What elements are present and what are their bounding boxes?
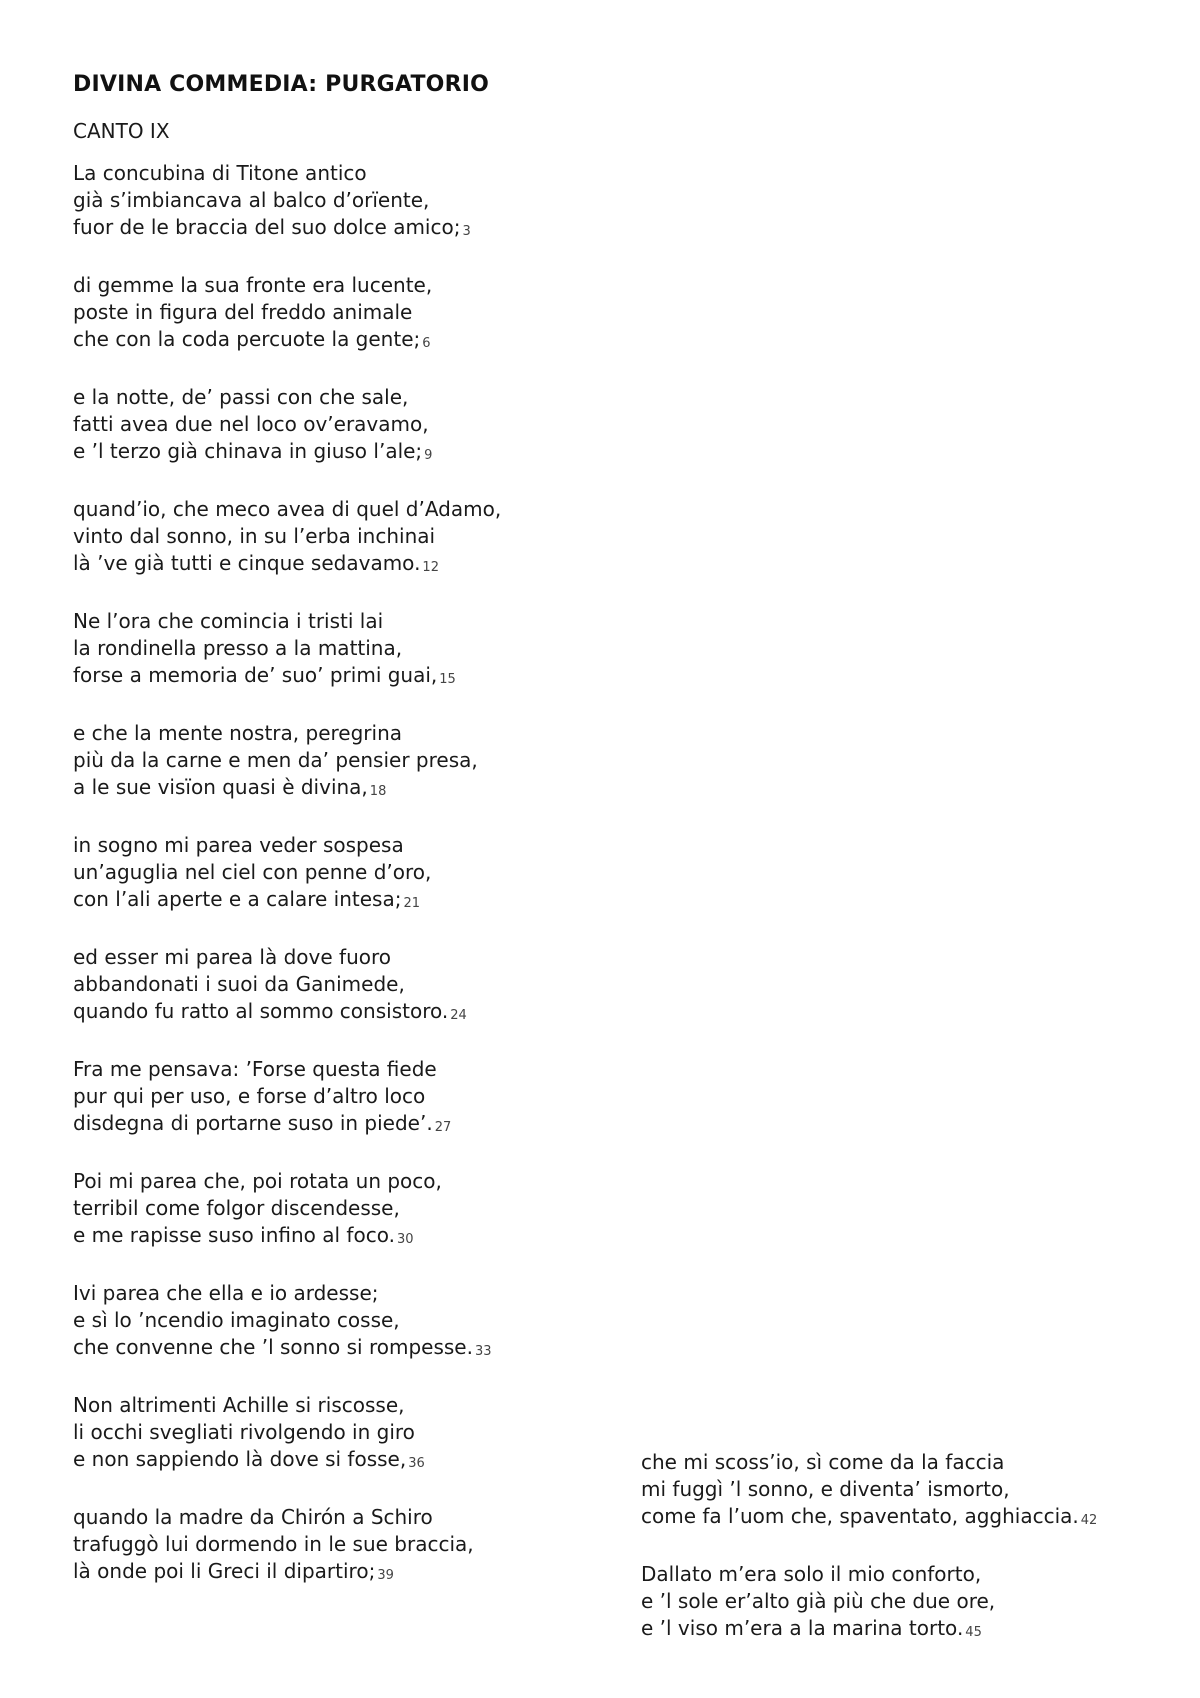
tercet <box>73 384 633 469</box>
verse-line <box>641 1615 1161 1646</box>
verse-line <box>73 496 633 523</box>
verse-line <box>73 886 633 917</box>
verse-text: quando la madre da Chirón a Schiro <box>73 1505 433 1529</box>
verse-line <box>641 1503 1161 1534</box>
document-title: DIVINA COMMEDIA: PURGATORIO <box>73 72 489 97</box>
verse-line <box>73 1168 633 1195</box>
tercet <box>73 944 633 1029</box>
verse-text: fuor de le braccia del suo dolce amico; <box>73 215 461 239</box>
verse-text: e ’l viso m’era a la marina torto. <box>641 1616 964 1640</box>
verse-text: La concubina di Titone antico <box>73 161 367 185</box>
verse-text: e sì lo ’ncendio imaginato cosse, <box>73 1308 400 1332</box>
verse-line <box>73 1195 633 1222</box>
verse-text: di gemme la sua fronte era lucente, <box>73 273 433 297</box>
tercet <box>73 272 633 357</box>
verse-line <box>73 438 633 469</box>
verse-text: mi fuggì ’l sonno, e diventa’ ismorto, <box>641 1477 1010 1501</box>
verse-text: forse a memoria de’ suo’ primi guai, <box>73 663 438 687</box>
verse-line <box>73 662 633 693</box>
verse-line <box>73 1083 633 1110</box>
verse-line <box>641 1476 1161 1503</box>
verse-text: terribil come folgor discendesse, <box>73 1196 400 1220</box>
tercet <box>73 1056 633 1141</box>
verse-line <box>73 411 633 438</box>
verse-line <box>73 299 633 326</box>
verse-line <box>73 550 633 581</box>
tercet <box>73 1504 633 1589</box>
verse-text: vinto dal sonno, in su l’erba inchinai <box>73 524 436 548</box>
verse-line <box>73 971 633 998</box>
line-number: 30 <box>396 1232 414 1247</box>
verse-text: e la notte, de’ passi con che sale, <box>73 385 409 409</box>
line-number: 6 <box>422 336 431 351</box>
verse-line <box>641 1588 1161 1615</box>
verse-line <box>73 326 633 357</box>
verse-line <box>73 1392 633 1419</box>
verse-line <box>73 1280 633 1307</box>
verse-text: quand’io, che meco avea di quel d’Adamo, <box>73 497 502 521</box>
verse-text: e ’l sole er’alto già più che due ore, <box>641 1589 996 1613</box>
verse-text: ed esser mi parea là dove fuoro <box>73 945 392 969</box>
verse-line <box>73 1110 633 1141</box>
verse-line <box>73 720 633 747</box>
tercet <box>73 832 633 917</box>
verse-line <box>73 1334 633 1365</box>
left-column <box>73 160 633 1616</box>
verse-line <box>73 832 633 859</box>
verse-text: li occhi svegliati rivolgendo in giro <box>73 1420 415 1444</box>
verse-text: Fra me pensava: ’Forse questa fiede <box>73 1057 437 1081</box>
tercet <box>73 160 633 245</box>
verse-text: in sogno mi parea veder sospesa <box>73 833 404 857</box>
verse-text: Dallato m’era solo il mio conforto, <box>641 1562 982 1586</box>
line-number: 39 <box>377 1568 394 1583</box>
line-number: 42 <box>1080 1513 1098 1528</box>
verse-line <box>73 1504 633 1531</box>
verse-line <box>73 1419 633 1446</box>
verse-line <box>641 1561 1161 1588</box>
verse-line <box>73 1222 633 1253</box>
tercet <box>73 1280 633 1365</box>
verse-text: abbandonati i suoi da Ganimede, <box>73 972 405 996</box>
verse-text: e ’l terzo già chinava in giuso l’ale; <box>73 439 423 463</box>
verse-line <box>73 635 633 662</box>
verse-text: pur qui per uso, e forse d’altro loco <box>73 1084 426 1108</box>
verse-line <box>73 272 633 299</box>
line-number: 36 <box>408 1456 425 1471</box>
verse-text: con l’ali aperte e a calare intesa; <box>73 887 402 911</box>
tercet <box>73 608 633 693</box>
tercet <box>73 1168 633 1253</box>
verse-text: Non altrimenti Achille si riscosse, <box>73 1393 405 1417</box>
verse-line <box>641 1449 1161 1476</box>
right-column <box>641 1449 1161 1673</box>
canto-heading: CANTO IX <box>73 119 170 143</box>
verse-line <box>73 944 633 971</box>
line-number: 9 <box>424 448 433 463</box>
verse-text: poste in figura del freddo animale <box>73 300 413 324</box>
verse-text: trafuggò lui dormendo in le sue braccia, <box>73 1532 474 1556</box>
verse-text: un’aguglia nel ciel con penne d’oro, <box>73 860 432 884</box>
verse-text: Ne l’ora che comincia i tristi lai <box>73 609 384 633</box>
verse-text: più da la carne e men da’ pensier presa, <box>73 748 478 772</box>
verse-line <box>73 160 633 187</box>
verse-line <box>73 1558 633 1589</box>
line-number: 15 <box>439 672 456 687</box>
line-number: 21 <box>403 896 421 911</box>
tercet <box>641 1449 1161 1534</box>
verse-text: là ’ve già tutti e cinque sedavamo. <box>73 551 421 575</box>
verse-text: a le sue visïon quasi è divina, <box>73 775 368 799</box>
tercet <box>73 720 633 805</box>
verse-text: Ivi parea che ella e io ardesse; <box>73 1281 379 1305</box>
line-number: 45 <box>965 1625 982 1640</box>
line-number: 3 <box>462 224 471 239</box>
verse-line <box>73 214 633 245</box>
verse-text: come fa l’uom che, spaventato, agghiaccia. <box>641 1504 1079 1528</box>
verse-text: la rondinella presso a la mattina, <box>73 636 403 660</box>
verse-text: Poi mi parea che, poi rotata un poco, <box>73 1169 442 1193</box>
verse-text: e non sappiendo là dove si fosse, <box>73 1447 407 1471</box>
verse-text: e me rapisse suso infino al foco. <box>73 1223 395 1247</box>
verse-text: che con la coda percuote la gente; <box>73 327 421 351</box>
verse-line <box>73 384 633 411</box>
verse-line <box>73 859 633 886</box>
line-number: 12 <box>422 560 439 575</box>
line-number: 33 <box>474 1344 492 1359</box>
verse-text: che mi scoss’io, sì come da la faccia <box>641 1450 1005 1474</box>
verse-text: e che la mente nostra, peregrina <box>73 721 402 745</box>
verse-line <box>73 523 633 550</box>
verse-line <box>73 1446 633 1477</box>
verse-line <box>73 1056 633 1083</box>
line-number: 18 <box>369 784 387 799</box>
verse-line <box>73 608 633 635</box>
verse-text: che convenne che ’l sonno si rompesse. <box>73 1335 473 1359</box>
tercet <box>641 1561 1161 1646</box>
verse-text: quando fu ratto al sommo consistoro. <box>73 999 449 1023</box>
verse-line <box>73 1531 633 1558</box>
tercet <box>73 1392 633 1477</box>
verse-line <box>73 774 633 805</box>
verse-text: disdegna di portarne suso in piede’. <box>73 1111 433 1135</box>
verse-text: là onde poi li Greci il dipartiro; <box>73 1559 376 1583</box>
verse-text: fatti avea due nel loco ov’eravamo, <box>73 412 429 436</box>
verse-line <box>73 998 633 1029</box>
verse-text: già s’imbiancava al balco d’orïente, <box>73 188 430 212</box>
verse-line <box>73 747 633 774</box>
line-number: 24 <box>450 1008 467 1023</box>
verse-line <box>73 187 633 214</box>
verse-line <box>73 1307 633 1334</box>
tercet <box>73 496 633 581</box>
line-number: 27 <box>434 1120 452 1135</box>
